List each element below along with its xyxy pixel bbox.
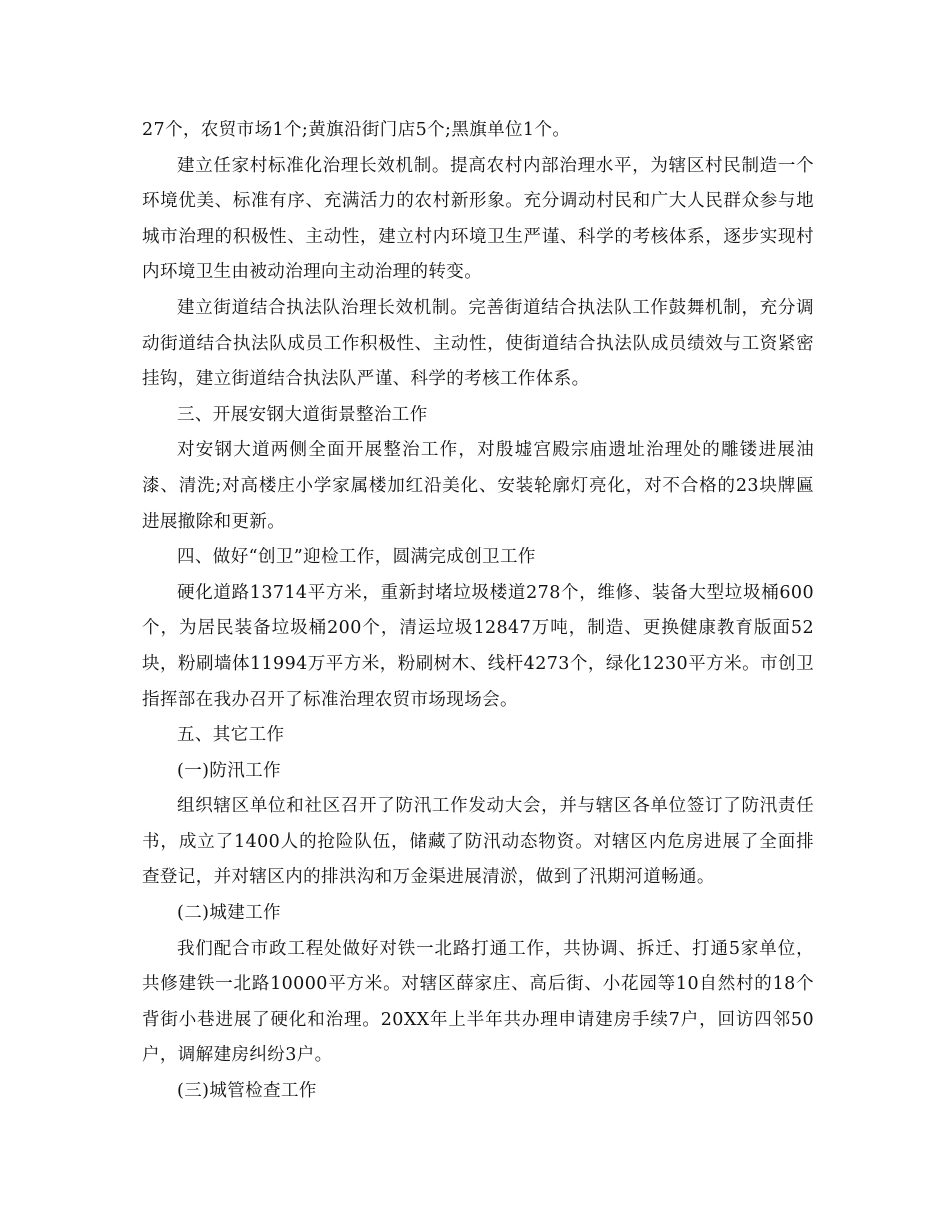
paragraph-construction: 我们配合市政工程处做好对铁一北路打通工作，共协调、拆迁、打通5家单位，共修建铁一北路10000平方米。对辖区薛家庄、高后街、小花园等10自然村的18个背街小巷进展了硬化和治理。20XX年上半年共办理申请建房手续7户，回访四邻50户，调解建房纠纷3户。 xyxy=(142,938,814,1066)
paragraph-flood-control: 组织辖区单位和社区召开了防汛工作发动大会，并与辖区各单位签订了防汛责任书，成立了1400人的抢险队伍，储藏了防汛动态物资。对辖区内危房进展了全面排查登记，并对辖区内的排洪沟和万金渠进展清淤，做到了汛期河道畅通。 xyxy=(142,796,814,888)
subsection-heading-flood: (一)防汛工作 xyxy=(177,760,281,781)
paragraph-angang-avenue: 对安钢大道两侧全面开展整治工作，对殷墟宫殿宗庙遗址治理处的雕镂进展油漆、清洗;对高楼庄小学家属楼加红沿美化、安装轮廓灯亮化，对不合格的23块牌匾进展撤除和更新。 xyxy=(142,440,814,532)
paragraph-continuation: 27个，农贸市场1个;黄旗沿街门店5个;黑旗单位1个。 xyxy=(142,120,571,140)
section-heading-3: 三、开展安钢大道街景整治工作 xyxy=(177,404,428,425)
subsection-heading-construction: (二)城建工作 xyxy=(177,903,281,924)
document-body xyxy=(142,113,814,1110)
section-heading-4: 四、做好“创卫”迎检工作，圆满完成创卫工作 xyxy=(177,547,536,568)
paragraph-village-management: 建立任家村标准化治理长效机制。提高农村内部治理水平，为辖区村民制造一个环境优美、标准有序、充满活力的农村新形象。充分调动村民和广大人民群众参与地城市治理的积极性、主动性，建立村内环境卫生严谨、科学的考核体系，逐步实现村内环境卫生由被动治理向主动治理的转变。 xyxy=(142,155,814,283)
section-heading-5: 五、其它工作 xyxy=(177,725,285,746)
paragraph-law-enforcement-team: 建立街道结合执法队治理长效机制。完善街道结合执法队工作鼓舞机制，充分调动街道结合执法队成员工作积极性、主动性，使街道结合执法队成员绩效与工资紧密挂钩，建立街道结合执法队严谨、科学的考核工作体系。 xyxy=(142,297,814,390)
subsection-heading-inspection: (三)城管检查工作 xyxy=(177,1081,317,1102)
paragraph-sanitation-stats: 硬化道路13714平方米，重新封堵垃圾楼道278个，维修、装备大型垃圾桶600个，为居民装备垃圾桶200个，清运垃圾12847万吨，制造、更换健康教育版面52块，粉刷墙体11994万平方米，粉刷树木、线杆4273个，绿化1230平方米。市创卫指挥部在我办召开了标准治理农贸市场现场会。 xyxy=(142,582,814,710)
